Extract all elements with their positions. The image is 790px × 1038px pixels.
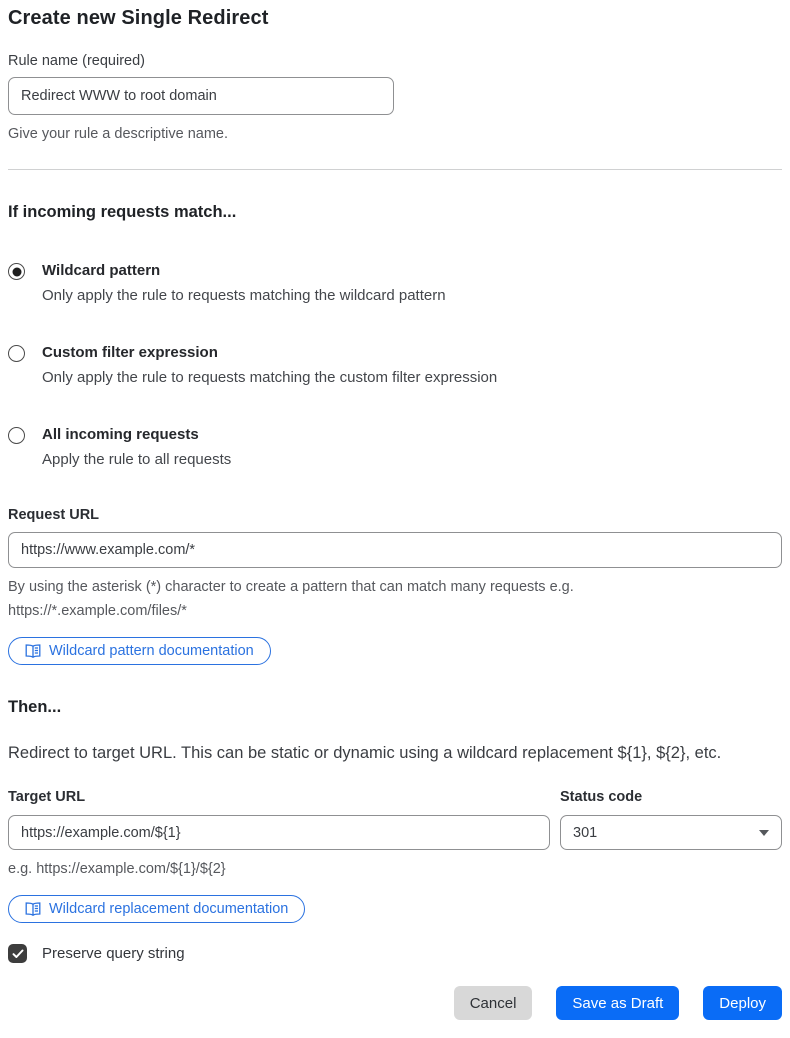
target-url-label: Target URL (8, 789, 86, 805)
then-section-heading: Then... (8, 698, 62, 716)
preserve-query-checkbox[interactable] (8, 944, 27, 963)
radio-button-all-incoming-requests[interactable] (8, 427, 25, 444)
request-url-label: Request URL (8, 507, 100, 523)
form-action-bar (8, 986, 782, 1020)
cancel-button[interactable]: Cancel (454, 986, 533, 1020)
radio-option-description: Only apply the rule to requests matching the wildcard pattern (42, 287, 446, 304)
check-icon (12, 949, 24, 959)
radio-option-all-incoming-requests[interactable] (8, 425, 782, 470)
radio-option-label: Custom filter expression (42, 344, 218, 361)
target-url-help: e.g. https://example.com/${1}/${2} (8, 861, 226, 877)
deploy-button[interactable]: Deploy (703, 986, 782, 1020)
create-single-redirect-form (8, 7, 782, 1020)
match-type-radio-group (8, 261, 782, 470)
status-code-select[interactable] (560, 815, 782, 850)
request-url-input[interactable] (8, 532, 782, 568)
section-divider (8, 169, 782, 170)
save-as-draft-button[interactable]: Save as Draft (556, 986, 679, 1020)
request-url-help-line1: By using the asterisk (*) character to create a pattern that can match many requests e.g. (8, 579, 574, 595)
radio-option-wildcard-pattern[interactable] (8, 261, 782, 306)
request-url-help-line2: https://*.example.com/files/* (8, 603, 187, 619)
rule-name-input[interactable] (8, 77, 394, 115)
status-code-value: 301 (573, 824, 598, 841)
target-and-status-row (8, 788, 782, 850)
book-open-icon (25, 644, 41, 658)
wildcard-pattern-doc-label: Wildcard pattern documentation (49, 643, 254, 659)
preserve-query-label: Preserve query string (42, 945, 185, 962)
then-section-description: Redirect to target URL. This can be static or dynamic using a wildcard replacement ${1}, ${2}, etc. (8, 744, 722, 762)
radio-option-description: Apply the rule to all requests (42, 451, 232, 468)
radio-option-custom-filter-expression[interactable] (8, 343, 782, 388)
radio-option-label: Wildcard pattern (42, 262, 161, 279)
radio-option-description: Only apply the rule to requests matching the custom filter expression (42, 369, 498, 386)
preserve-query-row[interactable] (8, 944, 782, 963)
rule-name-label: Rule name (required) (8, 53, 146, 69)
book-open-icon (25, 902, 41, 916)
page-title: Create new Single Redirect (8, 7, 269, 29)
radio-dot (12, 267, 21, 276)
radio-button-custom-filter-expression[interactable] (8, 345, 25, 362)
rule-name-help: Give your rule a descriptive name. (8, 126, 229, 142)
wildcard-replacement-doc-label: Wildcard replacement documentation (49, 901, 289, 917)
caret-down-icon (759, 830, 769, 836)
radio-button-wildcard-pattern[interactable] (8, 263, 25, 280)
radio-option-label: All incoming requests (42, 426, 199, 443)
target-url-input[interactable] (8, 815, 550, 850)
status-code-label: Status code (560, 789, 643, 805)
wildcard-pattern-doc-button[interactable] (8, 637, 271, 665)
request-url-help (8, 575, 782, 623)
wildcard-replacement-doc-button[interactable] (8, 895, 305, 923)
match-section-heading: If incoming requests match... (8, 203, 237, 221)
